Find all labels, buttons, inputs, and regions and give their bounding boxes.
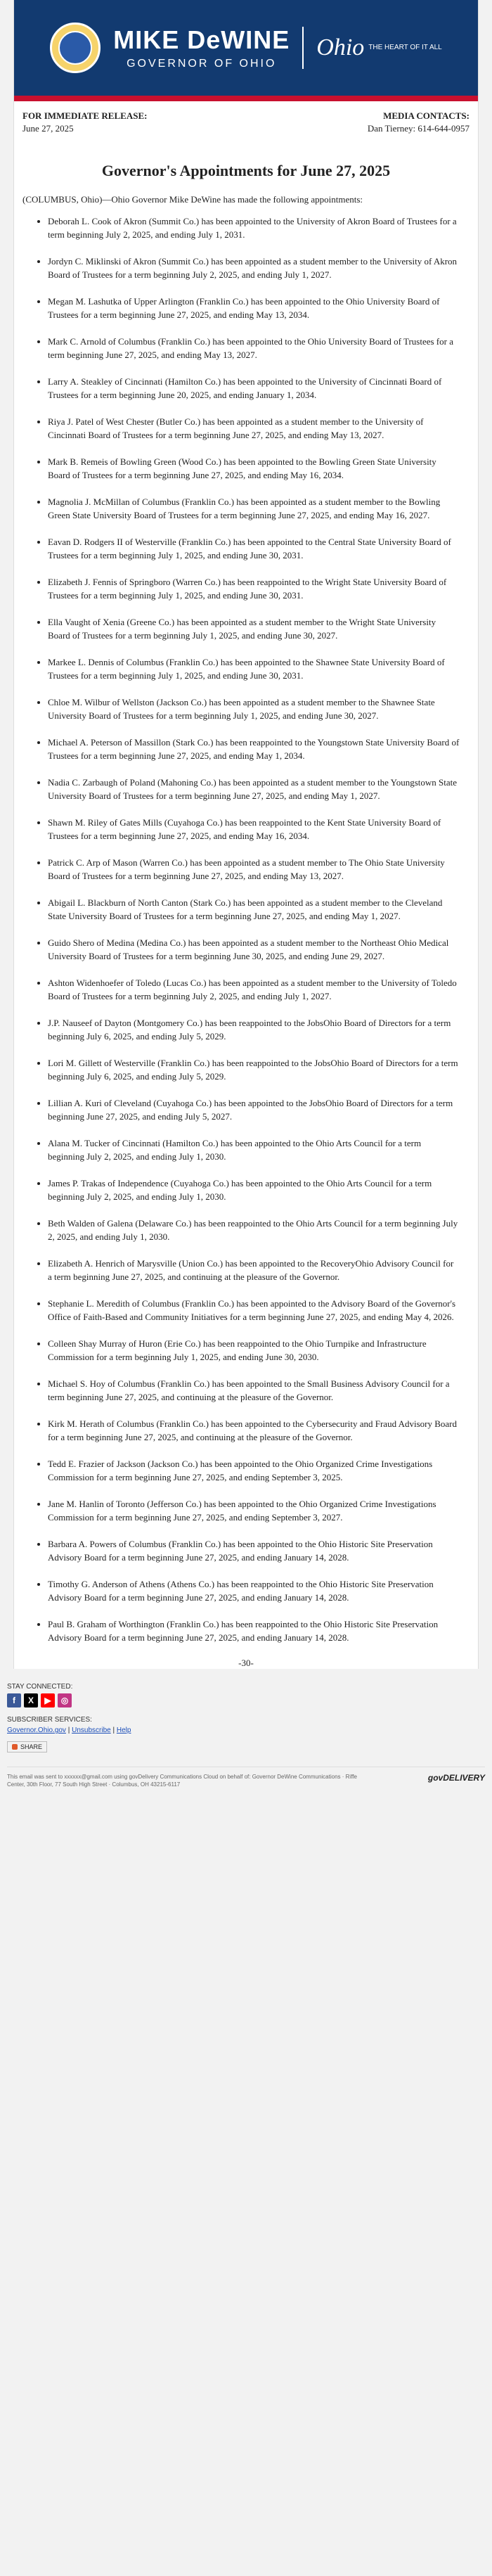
red-rule bbox=[14, 96, 478, 101]
footer-links: Governor.Ohio.gov | Unsubscribe | Help bbox=[7, 1726, 131, 1734]
x-twitter-icon[interactable]: X bbox=[24, 1693, 38, 1707]
list-item: • Michael A. Peterson of Massillon (Stark Co.) has been reappointed to the Youngstown State University Board of Trustees for a term beginning June 27, 2025, and ending May 1, 2034. bbox=[48, 736, 460, 762]
list-item: • Alana M. Tucker of Cincinnati (Hamilton Co.) has been appointed to the Ohio Arts Council for a term beginning July 2, 2025, and ending July 1, 2030. bbox=[48, 1136, 460, 1163]
list-item: • Riya J. Patel of West Chester (Butler Co.) has been appointed as a student member to the University of Cincinnati Board of Trustees for a term beginning June 27, 2025, and ending May 13, 2027. bbox=[48, 415, 460, 442]
list-item: • Nadia C. Zarbaugh of Poland (Mahoning Co.) has been appointed as a student member to the Youngstown State University Board of Trustees for a term beginning June 27, 2025, and ending May 1, 2027. bbox=[48, 776, 460, 802]
page-title: Governor's Appointments for June 27, 2025 bbox=[101, 162, 391, 179]
list-item: • Barbara A. Powers of Columbus (Franklin Co.) has been appointed to the Ohio Historic Site Preservation Advisory Board for a term beginning June 27, 2025, and ending January 14, 2028. bbox=[48, 1537, 460, 1564]
list-item: • Elizabeth A. Henrich of Marysville (Union Co.) has been appointed to the RecoveryOhio Advisory Council for a term beginning June 27, 2025, and continuing at the pleasure of the Governor. bbox=[48, 1257, 460, 1283]
list-item: • Ashton Widenhoefer of Toledo (Lucas Co.) has been appointed as a student member to the University of Toledo Board of Trustees for a term beginning July 2, 2025, and ending July 1, 2027. bbox=[48, 976, 460, 1003]
appointments-list bbox=[14, 214, 478, 1644]
list-item: • Deborah L. Cook of Akron (Summit Co.) has been appointed to the University of Akron Board of Trustees for a term beginning July 2, 2025, and ending July 1, 2031. bbox=[48, 214, 460, 241]
list-item: • Tedd E. Frazier of Jackson (Jackson Co.) has been appointed to the Ohio Organized Crime Investigations Commission for a term beginning June 27, 2025, and ending September 3, 2025. bbox=[48, 1457, 460, 1484]
contact-person: Dan Tierney: 614-644-0957 bbox=[367, 123, 470, 134]
ohio-tagline: THE HEART OF IT ALL bbox=[368, 44, 442, 51]
list-item: • Larry A. Steakley of Cincinnati (Hamilton Co.) has been appointed to the University of Cincinnati Board of Trustees for a term beginning June 20, 2025, and ending January 1, 2034. bbox=[48, 375, 460, 402]
list-item: • Megan M. Lashutka of Upper Arlington (Franklin Co.) has been appointed to the Ohio University Board of Trustees for a term beginning June 27, 2025, and ending May 13, 2034. bbox=[48, 295, 460, 321]
release-date: June 27, 2025 bbox=[22, 123, 74, 134]
list-item: • Mark C. Arnold of Columbus (Franklin Co.) has been appointed to the Ohio University Board of Trustees for a term beginning June 27, 2025, and ending May 13, 2027. bbox=[48, 335, 460, 361]
release-card bbox=[13, 0, 479, 1669]
list-item: • Ella Vaught of Xenia (Greene Co.) has been appointed as a student member to the Wright State University Board of Trustees for a term beginning July 1, 2025, and ending June 30, 2027. bbox=[48, 615, 460, 642]
share-icon bbox=[12, 1744, 18, 1750]
list-item: • Abigail L. Blackburn of North Canton (Stark Co.) has been appointed as a student member to the Cleveland State University Board of Trustees for a term beginning June 27, 2025, and ending May 1, 2027. bbox=[48, 896, 460, 923]
list-item: • Jordyn C. Miklinski of Akron (Summit Co.) has been appointed as a student member to the University of Akron Board of Trustees for a term beginning July 2, 2025, and ending July 1, 2027. bbox=[48, 255, 460, 281]
governor-title: GOVERNOR OF OHIO bbox=[127, 58, 277, 70]
stay-connected-label: STAY CONNECTED: bbox=[7, 1683, 73, 1691]
list-item: • Lori M. Gillett of Westerville (Franklin Co.) has been reappointed to the JobsOhio Board of Directors for a term beginning July 6, 2025, and ending July 5, 2029. bbox=[48, 1056, 460, 1083]
help-link[interactable]: Help bbox=[116, 1726, 131, 1734]
list-item: • Lillian A. Kuri of Cleveland (Cuyahoga Co.) has been appointed to the JobsOhio Board of Directors for a term beginning June 27, 2025, and ending July 5, 2027. bbox=[48, 1096, 460, 1123]
list-item: • Elizabeth J. Fennis of Springboro (Warren Co.) has been reappointed to the Wright State University Board of Trustees for a term beginning July 1, 2025, and ending June 30, 2031. bbox=[48, 575, 460, 602]
list-item: • Magnolia J. McMillan of Columbus (Franklin Co.) has been appointed as a student member to the Bowling Green State University Board of Trustees for a term beginning June 27, 2025, and ending May 16, 2027. bbox=[48, 495, 460, 522]
banner-divider bbox=[302, 27, 304, 69]
banner-name-block bbox=[113, 25, 290, 70]
list-item: • James P. Trakas of Independence (Cuyahoga Co.) has been appointed to the Ohio Arts Council for a term beginning July 2, 2025, and ending July 1, 2030. bbox=[48, 1177, 460, 1203]
release-meta bbox=[14, 101, 478, 135]
list-item: • Michael S. Hoy of Columbus (Franklin Co.) has been appointed to the Small Business Advisory Council for a term beginning June 27, 2025, and continuing at the pleasure of the Governor. bbox=[48, 1377, 460, 1404]
footer-disclaimer: This email was sent to xxxxxx@gmail.com using govDelivery Communications Cloud on behalf of: Governor DeWine Communications · Riffe Center, 30th Floor, 77 South High Street · Columbus, OH 43215-6117 bbox=[7, 1774, 357, 1788]
list-item: • Colleen Shay Murray of Huron (Erie Co.) has been reappointed to the Ohio Turnpike and Infrastructure Commission for a term beginning July 1, 2025, and ending June 30, 2030. bbox=[48, 1337, 460, 1364]
list-item: • Patrick C. Arp of Mason (Warren Co.) has been appointed as a student member to The Ohio State University Board of Trustees for a term beginning June 27, 2025, and ending May 13, 2027. bbox=[48, 856, 460, 883]
ohio-logo: Ohio bbox=[316, 34, 365, 60]
end-mark: -30- bbox=[238, 1658, 254, 1668]
list-item: • Markee L. Dennis of Columbus (Franklin Co.) has been appointed to the Shawnee State University Board of Trustees for a term beginning July 1, 2025, and ending June 30, 2031. bbox=[48, 655, 460, 682]
list-item: • Guido Shero of Medina (Medina Co.) has been appointed as a student member to the Northeast Ohio Medical University Board of Trustees for a term beginning June 30, 2025, and ending June 29, 2027. bbox=[48, 936, 460, 963]
list-item: • J.P. Nauseef of Dayton (Montgomery Co.) has been reappointed to the JobsOhio Board of Directors for a term beginning July 6, 2025, and ending July 5, 2029. bbox=[48, 1016, 460, 1043]
list-item: • Beth Walden of Galena (Delaware Co.) has been reappointed to the Ohio Arts Council for a term beginning July 2, 2025, and ending July 1, 2030. bbox=[48, 1217, 460, 1243]
list-item: • Chloe M. Wilbur of Wellston (Jackson Co.) has been appointed as a student member to the Shawnee State University Board of Trustees for a term beginning July 1, 2025, and ending June 30, 2027. bbox=[48, 696, 460, 722]
list-item: • Eavan D. Rodgers II of Westerville (Franklin Co.) has been appointed to the Central State University Board of Trustees for a term beginning July 1, 2025, and ending June 30, 2031. bbox=[48, 535, 460, 562]
governor-name: MIKE DeWINE bbox=[113, 25, 290, 54]
list-item: • Stephanie L. Meredith of Columbus (Franklin Co.) has been appointed to the Advisory Board of the Governor's Office of Faith-Based and Community Initiatives for a term beginning June 27, 2025, and ending May 4, 2026. bbox=[48, 1297, 460, 1324]
subscriber-services-label: SUBSCRIBER SERVICES: bbox=[7, 1716, 92, 1724]
list-item: • Mark B. Remeis of Bowling Green (Wood Co.) has been appointed to the Bowling Green State University Board of Trustees for a term beginning June 27, 2025, and ending May 16, 2034. bbox=[48, 455, 460, 482]
list-item: • Jane M. Hanlin of Toronto (Jefferson Co.) has been appointed to the Ohio Organized Crime Investigations Commission for a term beginning June 27, 2025, and ending September 3, 2027. bbox=[48, 1497, 460, 1524]
govdelivery-logo: govDELIVERY bbox=[427, 1773, 485, 1783]
list-item: • Kirk M. Herath of Columbus (Franklin Co.) has been appointed to the Cybersecurity and Fraud Advisory Board for a term beginning June 27, 2025, and continuing at the pleasure of the Governor. bbox=[48, 1417, 460, 1444]
footer-bottom bbox=[7, 1767, 485, 1788]
release-label: FOR IMMEDIATE RELEASE: bbox=[22, 110, 148, 121]
facebook-icon[interactable]: f bbox=[7, 1693, 21, 1707]
list-item: • Paul B. Graham of Worthington (Franklin Co.) has been reappointed to the Ohio Historic Site Preservation Advisory Board for a term beginning June 27, 2025, and ending January 14, 2028. bbox=[48, 1617, 460, 1644]
email-footer bbox=[0, 1677, 492, 1794]
unsubscribe-link[interactable]: Unsubscribe bbox=[72, 1726, 111, 1734]
intro-paragraph: (COLUMBUS, Ohio)—Ohio Governor Mike DeWine has made the following appointments: bbox=[22, 194, 363, 205]
governor-banner bbox=[14, 0, 478, 96]
social-links bbox=[7, 1693, 485, 1707]
share-label: SHARE bbox=[20, 1743, 43, 1750]
governor-site-link[interactable]: Governor.Ohio.gov bbox=[7, 1726, 66, 1734]
list-item: • Timothy G. Anderson of Athens (Athens Co.) has been reappointed to the Ohio Historic Site Preservation Advisory Board for a term beginning June 27, 2025, and ending January 14, 2028. bbox=[48, 1577, 460, 1604]
share-button[interactable] bbox=[7, 1741, 47, 1752]
contacts-label: MEDIA CONTACTS: bbox=[383, 110, 470, 121]
ohio-seal-icon bbox=[50, 23, 101, 73]
youtube-icon[interactable]: ▶ bbox=[41, 1693, 55, 1707]
instagram-icon[interactable]: ◎ bbox=[58, 1693, 72, 1707]
list-item: • Shawn M. Riley of Gates Mills (Cuyahoga Co.) has been reappointed to the Kent State University Board of Trustees for a term beginning June 27, 2025, and ending May 16, 2034. bbox=[48, 816, 460, 842]
